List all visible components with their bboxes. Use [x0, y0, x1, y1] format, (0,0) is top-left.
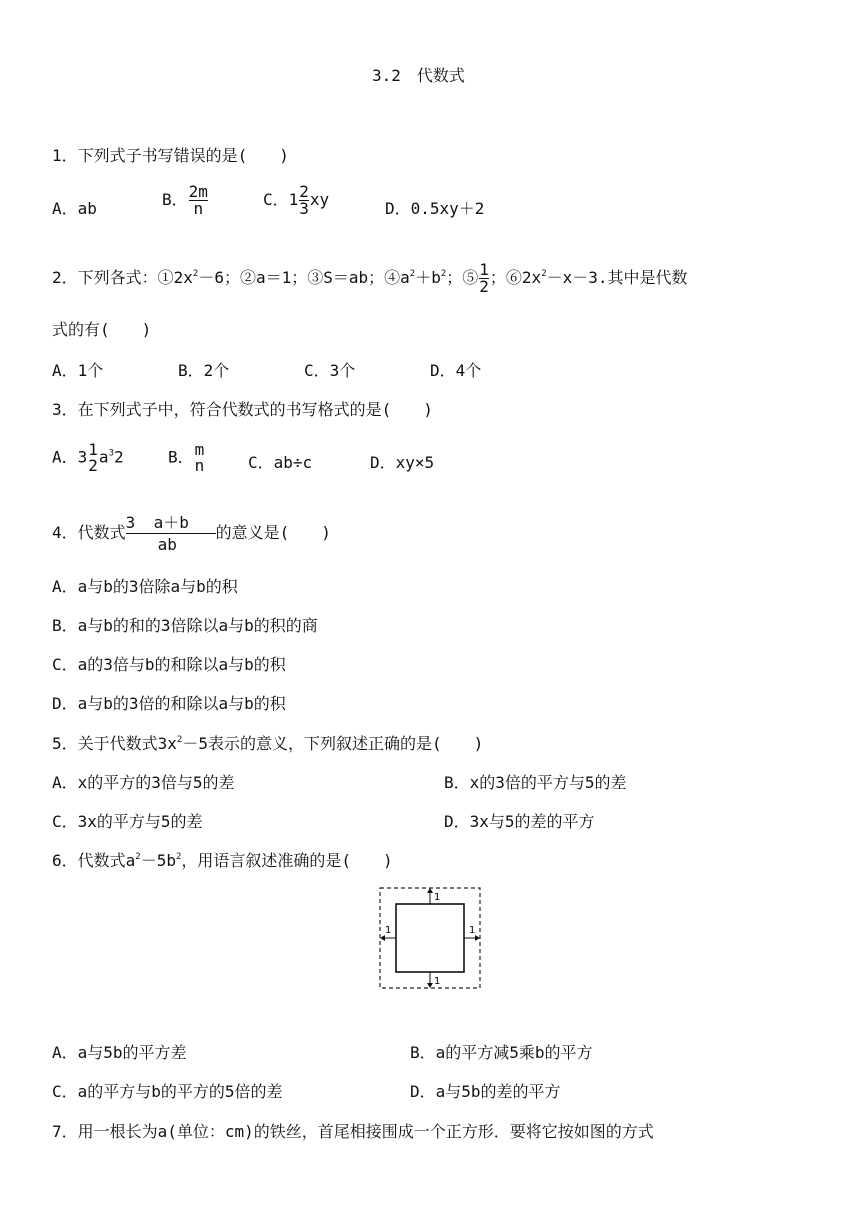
- q5-option-a: A．x的平方的3倍与5的差: [52, 773, 235, 792]
- q3-option-d: D．xy×5: [370, 453, 435, 472]
- q2-option-d: D．4个: [430, 361, 482, 380]
- q5-option-c: C．3x的平方与5的差: [52, 812, 203, 831]
- question-3-stem: 3．在下列式子中，符合代数式的书写格式的是( ): [52, 400, 433, 419]
- q6-option-d: D．a与5b的差的平方: [410, 1082, 561, 1101]
- q3-a-denominator: 2: [88, 456, 98, 475]
- q1-c-tail: xy: [309, 190, 330, 209]
- q3-a-numerator: 1: [88, 440, 98, 459]
- q1-c-label: C．1: [263, 190, 299, 209]
- q1-c-denominator: 3: [299, 199, 309, 218]
- q2-option-b: B．2个: [178, 361, 230, 380]
- q2-part-2: －6；②a＝1；③S＝ab；④a: [198, 268, 410, 287]
- q2-part-3: ＋b: [415, 268, 441, 287]
- q3-option-b: [168, 442, 205, 474]
- q6-option-c: C．a的平方与b的平方的5倍的差: [52, 1082, 283, 1101]
- q4-option-d: D．a与b的3倍的和除以a与b的积: [52, 694, 286, 713]
- q2-sup-1: 2: [192, 269, 199, 279]
- q3-a-fraction: [88, 442, 98, 474]
- q4-option-b: B．a与b的和的3倍除以a与b的积的商: [52, 616, 318, 635]
- q5-option-b: B．x的3倍的平方与5的差: [444, 773, 627, 792]
- q4-suffix: 的意义是( ): [215, 523, 331, 542]
- q4-bottom: ab: [157, 535, 177, 554]
- inner-square: [396, 904, 464, 972]
- q2-fraction: [479, 262, 489, 295]
- q1-option-d: D．0.5xy＋2: [385, 199, 485, 218]
- q5-sup: 2: [176, 735, 183, 745]
- q6-stem-part-3: ，用语言叙述准确的是( ): [181, 851, 393, 870]
- q4-top-2: a＋b: [153, 513, 189, 532]
- q3-a-tail-1: a: [98, 447, 109, 467]
- question-4-stem: [52, 513, 331, 553]
- right-label: 1: [469, 925, 476, 936]
- q6-sup-1: 2: [135, 852, 141, 862]
- q2-sup-3: 2: [440, 269, 447, 279]
- square-figure: [376, 884, 484, 992]
- q6-option-b: B．a的平方减5乘b的平方: [410, 1043, 593, 1062]
- q1-option-c: [263, 184, 329, 217]
- q2-sup-2: 2: [409, 269, 416, 279]
- right-arrow-head: [475, 935, 480, 941]
- q2-numerator: 1: [479, 260, 489, 279]
- q1-c-fraction: [299, 184, 309, 217]
- q1-b-numerator: 2m: [188, 182, 208, 201]
- q2-sup-4: 2: [541, 269, 547, 279]
- q5-stem-part-1: 5．关于代数式3x: [52, 734, 177, 753]
- q3-b-denominator: n: [194, 456, 205, 475]
- q4-fraction-bar: [126, 533, 216, 534]
- q6-option-a: A．a与5b的平方差: [52, 1043, 187, 1062]
- q3-b-fraction: [195, 442, 205, 474]
- bottom-label: 1: [434, 976, 441, 987]
- q3-b-numerator: m: [194, 440, 205, 459]
- top-label: 1: [434, 892, 441, 903]
- q2-denominator: 2: [479, 277, 489, 296]
- q3-option-c: C．ab÷c: [248, 453, 313, 472]
- q1-b-denominator: n: [189, 200, 208, 217]
- q6-stem-part-2: －5b: [140, 851, 176, 870]
- q4-prefix: 4．代数式: [52, 523, 126, 542]
- bottom-arrow-head: [427, 983, 433, 988]
- q4-top-1: 3: [125, 513, 136, 532]
- question-1-stem: 1．下列式子书写错误的是( ): [52, 146, 289, 165]
- q3-a-sup: 3: [108, 448, 114, 459]
- q3-a-tail-2: 2: [113, 447, 124, 467]
- q4-option-a: A．a与b的3倍除a与b的积: [52, 577, 238, 596]
- q3-b-label: B．: [168, 447, 194, 467]
- q2-option-a: A．1个: [52, 361, 104, 380]
- q2-part-5: ；⑥2x: [489, 268, 542, 287]
- q1-b-fraction: [189, 184, 208, 217]
- q5-stem-part-2: －5表示的意义，下列叙述正确的是( ): [182, 734, 484, 753]
- q2-part-4: ；⑤: [446, 268, 479, 287]
- q4-fraction: [126, 513, 216, 553]
- top-arrow-head: [427, 888, 433, 893]
- q2-part-1: 2．下列各式：①2x: [52, 268, 193, 287]
- q6-stem-part-1: 6．代数式a: [52, 851, 136, 870]
- q2-part-6: －x－3.其中是代数: [546, 268, 688, 287]
- q4-option-c: C．a的3倍与b的和除以a与b的积: [52, 655, 286, 674]
- question-2-stem-line-2: 式的有( ): [52, 320, 152, 339]
- question-7-stem: 7．用一根长为a(单位：cm)的铁丝，首尾相接围成一个正方形．要将它按如图的方式: [52, 1122, 654, 1141]
- q3-a-label: A．3: [52, 447, 88, 467]
- q1-option-a: A．ab: [52, 199, 97, 218]
- page-title: 3.2 代数式: [372, 66, 465, 85]
- q6-sup-2: 2: [175, 852, 182, 862]
- q3-option-a: [52, 442, 124, 474]
- question-6-stem: [52, 851, 393, 871]
- q5-option-d: D．3x与5的差的平方: [444, 812, 595, 831]
- left-label: 1: [385, 925, 392, 936]
- q2-option-c: C．3个: [304, 361, 356, 380]
- question-2-stem: [52, 262, 688, 295]
- q1-option-b: [162, 184, 209, 217]
- q1-c-numerator: 2: [299, 182, 309, 201]
- question-5-stem: [52, 734, 483, 754]
- q1-b-label: B．: [162, 190, 188, 209]
